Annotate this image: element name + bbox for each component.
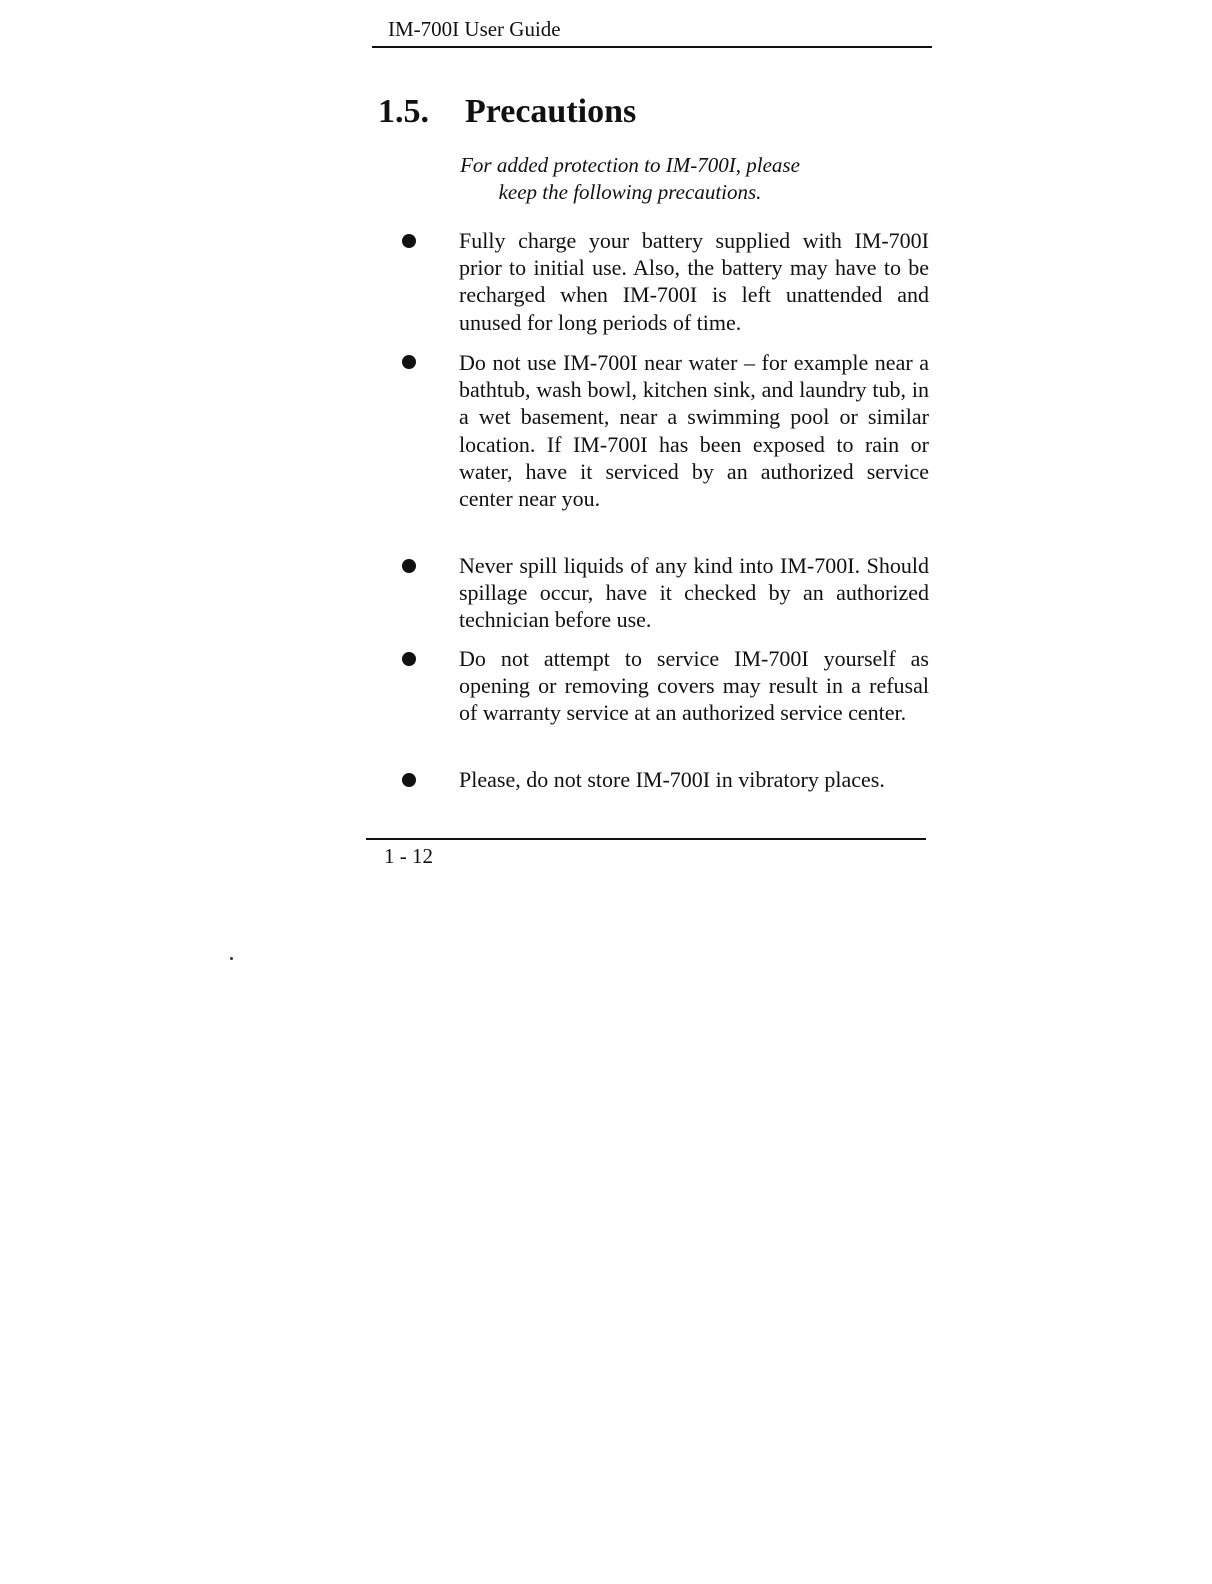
precaution-item-3: Never spill liquids of any kind into IM-700I. Should spillage occur, have it checked by an authorized technician before use. xyxy=(459,553,929,633)
bullet-icon xyxy=(402,355,416,369)
section-title: Precautions xyxy=(465,93,637,130)
footer-divider xyxy=(366,838,926,840)
running-header: IM-700I User Guide xyxy=(388,17,561,41)
intro-line-2: keep the following precautions. xyxy=(498,180,762,204)
header-divider xyxy=(372,46,932,48)
intro-note xyxy=(420,152,840,206)
bullet-icon xyxy=(402,652,416,666)
bullet-icon xyxy=(402,559,416,573)
precaution-item-2: Do not use IM-700I near water – for example near a bathtub, wash bowl, kitchen sink, and laundry tub, in a wet basement, near a swimming pool or similar location. If IM-700I has been exposed to rain or water, have it serviced by an authorized service center near you. xyxy=(459,350,929,512)
intro-line-1: For added protection to IM-700I, please xyxy=(460,153,800,177)
precaution-item-1: Fully charge your battery supplied with IM-700I prior to initial use. Also, the battery may have to be recharged when IM-700I is left unattended and unused for long periods of time. xyxy=(459,228,929,335)
precaution-item-4: Do not attempt to service IM-700I yourself as opening or removing covers may result in a refusal of warranty service at an authorized service center. xyxy=(459,646,929,726)
scan-speck xyxy=(230,957,233,960)
page-number: 1 - 12 xyxy=(384,844,433,868)
bullet-icon xyxy=(402,773,416,787)
precaution-item-5: Please, do not store IM-700I in vibratory places. xyxy=(459,767,885,792)
section-number: 1.5. xyxy=(378,93,429,130)
bullet-icon xyxy=(402,234,416,248)
